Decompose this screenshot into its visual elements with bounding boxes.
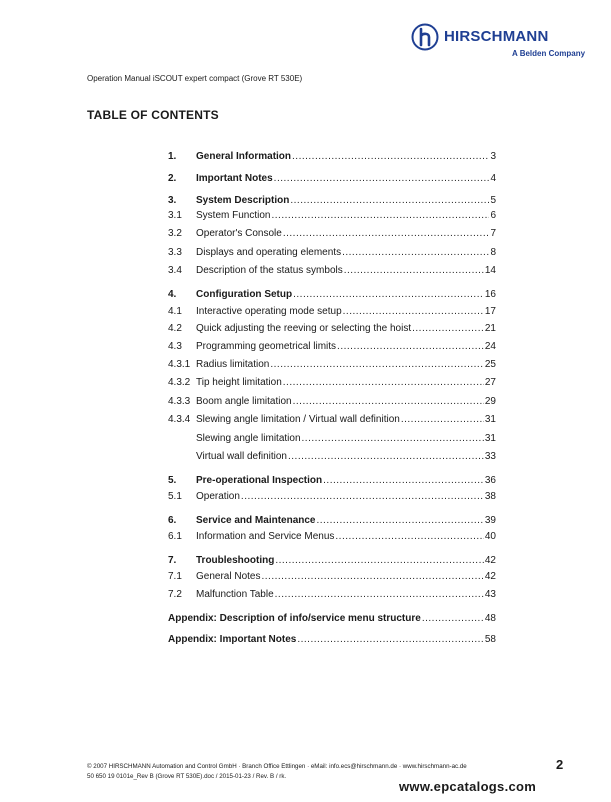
toc-entry-title: Slewing angle limitation / Virtual wall definition [196,414,400,425]
toc-entry-page: 24 [484,341,496,352]
toc-entry-title-text: Service and Maintenance [196,515,316,526]
toc-entry[interactable] [168,172,496,185]
toc-entry-title: Tip height limitation [196,377,282,388]
toc-entry[interactable] [168,194,496,207]
toc-entry-number: 1. [168,151,177,162]
toc-entry-page: 58 [484,634,496,645]
toc-entry-title-text: System Description [196,195,290,206]
toc-leader-dots [288,450,484,463]
toc-entry-number: 4.3.1 [168,359,191,370]
toc-entry-page: 17 [484,306,496,317]
toc-entry-title: Information and Service Menus [196,531,335,542]
toc-entry[interactable] [168,209,496,222]
toc-entry-title: Operator's Console [196,228,282,239]
toc-entry-page: 5 [490,195,496,206]
toc-leader-dots [401,413,484,426]
toc-entry-page: 4 [490,173,496,184]
toc-leader-dots [274,172,490,185]
toc-entry-title: Malfunction Table [196,589,274,600]
toc-entry-title [196,150,291,163]
toc-entry[interactable] [168,413,496,426]
toc-entry-title [196,514,316,527]
toc-leader-dots [335,530,483,543]
toc-entry-page: 7 [490,228,496,239]
toc-leader-dots [241,490,484,503]
toc-entry[interactable] [168,376,496,389]
toc-entry[interactable] [168,474,496,487]
toc-entry-page: 3 [490,151,496,162]
toc-entry-title-text: Configuration Setup [196,289,293,300]
toc-entry-number: 4. [168,289,177,300]
toc-entry-number: 7. [168,555,177,566]
manual-title: Operation Manual iSCOUT expert compact (Grove RT 530E) [87,74,303,83]
toc-entry-title-text: Important Notes [196,173,273,184]
toc-leader-dots [343,305,484,318]
toc-leader-dots [270,358,484,371]
toc-entry-page: 16 [484,289,496,300]
toc-entry-page: 31 [484,414,496,425]
toc-entry-title-text: Pre-operational Inspection [196,475,323,486]
toc-entry-page: 33 [484,451,496,462]
toc-entry-title: Interactive operating mode setup [196,306,342,317]
toc-entry[interactable] [168,588,496,601]
toc-entry[interactable] [168,150,496,163]
site-watermark: www.epcatalogs.com [399,779,537,794]
toc-entry[interactable] [168,612,496,625]
toc-entry-title [196,554,274,567]
toc-entry-page: 36 [484,475,496,486]
toc-entry[interactable] [168,514,496,527]
footer-copyright: © 2007 HIRSCHMANN Automation and Control GmbH · Branch Office Ettlingen · eMail: info.ecs@hirschmann.de · www.hirschmann-ac.de [87,763,467,770]
toc-entry-title: Virtual wall definition [196,451,287,462]
toc-entry-page: 29 [484,396,496,407]
toc-entry[interactable] [168,305,496,318]
toc-leader-dots [275,554,484,567]
toc-entry[interactable] [168,633,496,646]
toc-entry-number: 3.4 [168,265,182,276]
toc-entry-title: Operation [196,491,240,502]
toc-entry-page: 31 [484,433,496,444]
toc-entry-title: Appendix: Description of info/service menu structure [168,613,421,624]
toc-entry[interactable] [196,450,496,463]
page-number: 2 [556,757,564,772]
footer-docref: 50 650 19 0101e_Rev B (Grove RT 530E).doc / 2015-01-23 / Rev. B / rk. [87,773,287,780]
toc-leader-dots [275,588,484,601]
toc-entry-number: 3. [168,195,177,206]
toc-entry-page: 42 [484,571,496,582]
toc-entry[interactable] [168,322,496,335]
toc-leader-dots [261,570,483,583]
toc-entry[interactable] [168,288,496,301]
toc-entry-number: 4.3 [168,341,182,352]
toc-entry-title: General Notes [196,571,261,582]
toc-leader-dots [337,340,484,353]
toc-leader-dots [344,264,484,277]
toc-entry-page: 39 [484,515,496,526]
toc-leader-dots [292,150,489,163]
toc-entry-number: 3.2 [168,228,182,239]
toc-entry-number: 4.3.2 [168,377,191,388]
toc-entry[interactable] [168,358,496,371]
toc-entry-title [196,194,289,207]
toc-entry-number: 7.2 [168,589,182,600]
toc-leader-dots [297,633,484,646]
toc-entry-title: Displays and operating elements [196,247,342,258]
toc-entry[interactable] [168,490,496,503]
toc-leader-dots [271,209,489,222]
toc-entry-title-text: Troubleshooting [196,555,275,566]
toc-leader-dots [293,288,484,301]
toc-entry-number: 5. [168,475,177,486]
toc-heading: TABLE OF CONTENTS [87,108,219,122]
toc-entry-number: 4.1 [168,306,182,317]
toc-entry-number: 3.1 [168,210,182,221]
toc-entry-number: 6.1 [168,531,182,542]
toc-entry-page: 42 [484,555,496,566]
toc-entry-number: 4.2 [168,323,182,334]
toc-entry-title [196,474,322,487]
brand-tagline: A Belden Company [512,49,586,58]
toc-entry-number: 4.3.3 [168,396,191,407]
toc-leader-dots [302,432,484,445]
toc-entry-title [196,172,273,185]
toc-entry-page: 40 [484,531,496,542]
toc-entry-page: 43 [484,589,496,600]
toc-leader-dots [290,194,489,207]
toc-entry-number: 3.3 [168,247,182,258]
toc-entry-page: 48 [484,613,496,624]
toc-entry-number: 6. [168,515,177,526]
toc-entry[interactable] [168,554,496,567]
toc-entry-title: System Function [196,210,271,221]
toc-entry-title: Quick adjusting the reeving or selecting the hoist [196,323,412,334]
toc-leader-dots [422,612,484,625]
toc-entry-title: Slewing angle limitation [196,433,301,444]
toc-entry[interactable] [168,340,496,353]
toc-leader-dots [317,514,484,527]
toc-entry-page: 21 [484,323,496,334]
toc-entry[interactable] [168,530,496,543]
toc-entry-number: 2. [168,173,177,184]
toc-entry-title: Radius limitation [196,359,270,370]
toc-entry-page: 8 [490,247,496,258]
toc-entry-title: Programming geometrical limits [196,341,337,352]
toc-entry-number: 5.1 [168,491,182,502]
toc-entry[interactable] [168,246,496,259]
toc-entry-title [196,288,292,301]
toc-leader-dots [293,395,484,408]
toc-leader-dots [342,246,489,259]
toc-leader-dots [412,322,484,335]
toc-entry-page: 27 [484,377,496,388]
toc-entry-page: 38 [484,491,496,502]
toc-leader-dots [323,474,484,487]
toc-entry[interactable] [168,570,496,583]
brand-name: HIRSCHMANN [444,28,549,45]
toc-entry[interactable] [168,395,496,408]
toc-entry[interactable] [196,432,496,445]
toc-leader-dots [283,376,484,389]
toc-entry-title: Description of the status symbols [196,265,343,276]
toc-leader-dots [283,227,490,240]
toc-entry-title: Boom angle limitation [196,396,292,407]
toc-entry-number: 7.1 [168,571,182,582]
toc-entry-page: 25 [484,359,496,370]
toc-entry-title: Appendix: Important Notes [168,634,297,645]
toc-entry-page: 14 [484,265,496,276]
toc-entry-page: 6 [490,210,496,221]
toc-entry-title-text: General Information [196,151,292,162]
toc-entry[interactable] [168,227,496,240]
toc-entry-number: 4.3.4 [168,414,191,425]
toc-entry[interactable] [168,264,496,277]
